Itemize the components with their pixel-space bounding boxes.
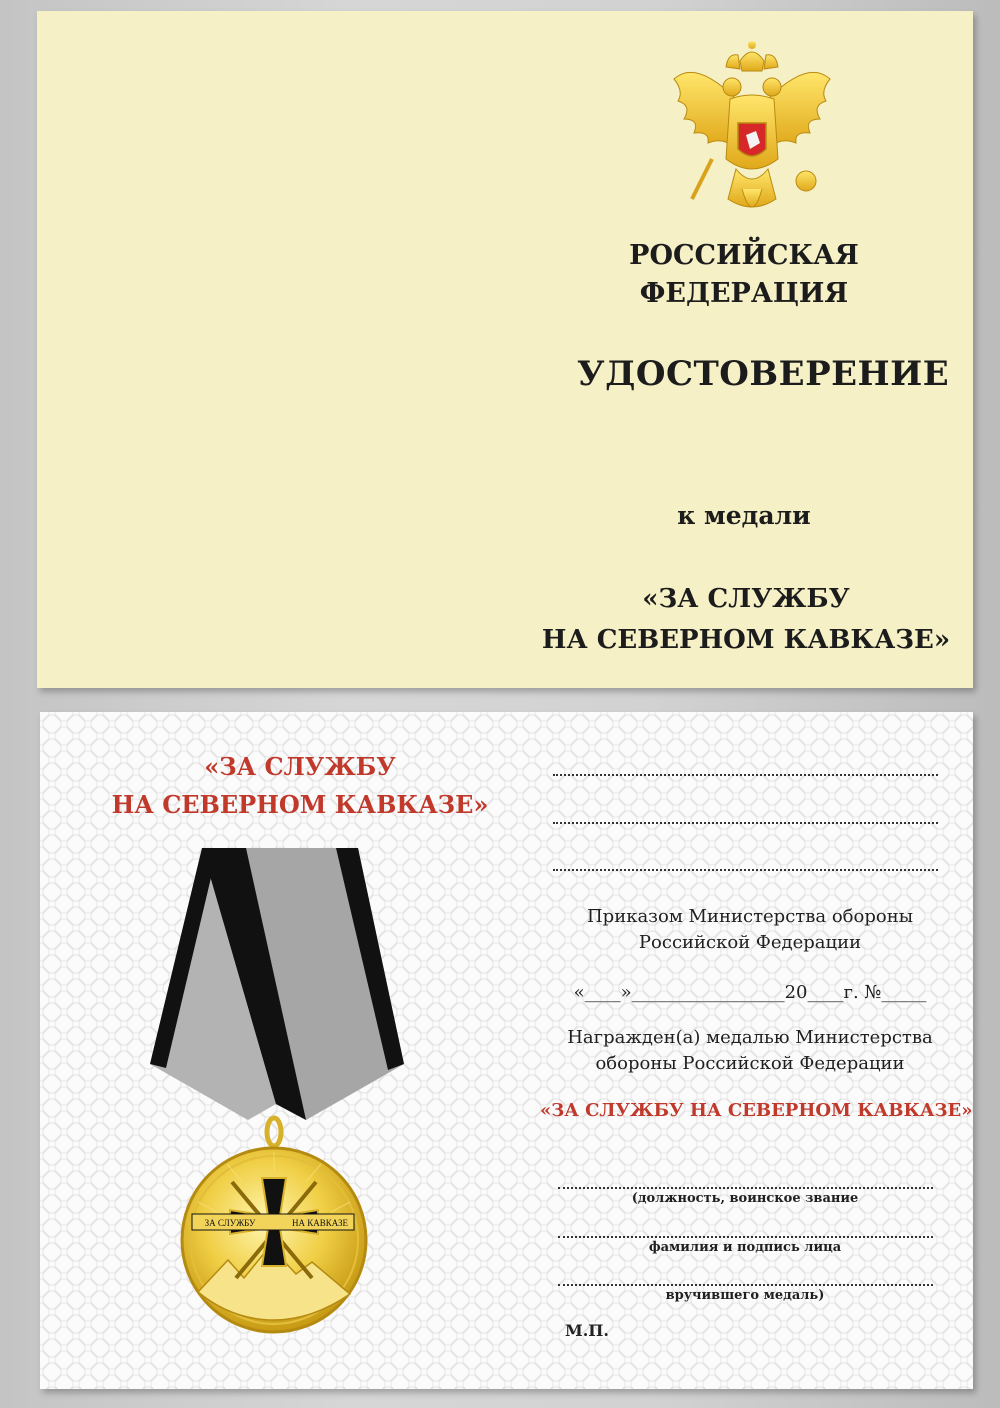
- stamp-place-label: М.П.: [565, 1321, 609, 1340]
- document-title: УДОСТОВЕРЕНИЕ: [577, 354, 950, 394]
- to-medal-label: к медали: [677, 501, 811, 530]
- name-line-3[interactable]: [553, 869, 938, 871]
- name-line-2[interactable]: [553, 822, 938, 824]
- caption-name-signature: фамилия и подпись лица: [648, 1240, 842, 1255]
- russian-coat-of-arms-icon: [666, 39, 838, 225]
- awarded-text: [550, 1025, 950, 1077]
- medal-inscription-right: НА КАВКАЗЕ: [291, 1218, 349, 1228]
- name-line-1[interactable]: [553, 774, 938, 776]
- cover-medal-line-2: НА СЕВЕРНОМ КАВКАЗЕ»: [541, 625, 951, 655]
- medal-illustration: [136, 842, 416, 1362]
- order-text: [550, 904, 950, 956]
- signature-line-2[interactable]: [558, 1236, 933, 1238]
- signature-line-3[interactable]: [558, 1284, 933, 1286]
- ribbon: [150, 848, 404, 1120]
- country-line-1: РОССИЙСКАЯ: [629, 240, 859, 271]
- inner-title-line-1: «ЗА СЛУЖБУ: [204, 752, 396, 781]
- certificate-inner-page: [40, 712, 973, 1389]
- awarded-line-1: Награжден(а) медалью Министерства: [567, 1027, 933, 1048]
- cover-medal-line-1: «ЗА СЛУЖБУ: [642, 584, 850, 614]
- signature-line-1[interactable]: [558, 1187, 933, 1189]
- inner-title-line-2: НА СЕВЕРНОМ КАВКАЗЕ»: [111, 790, 489, 819]
- country-name: [577, 237, 911, 313]
- order-date-number[interactable]: «____»_________________20____г. №_____: [573, 982, 927, 1003]
- cover-medal-name: [532, 579, 960, 661]
- medal-inscription-left: ЗА СЛУЖБУ: [204, 1218, 256, 1228]
- order-line-1: Приказом Министерства обороны: [586, 906, 914, 927]
- country-line-2: ФЕДЕРАЦИЯ: [639, 278, 849, 309]
- certificate-cover: [37, 11, 973, 688]
- caption-presenter: вручившего медаль): [665, 1288, 825, 1303]
- inner-medal-title: [90, 748, 510, 824]
- awarded-line-2: обороны Российской Федерации: [595, 1053, 905, 1074]
- awarded-medal-name: «ЗА СЛУЖБУ НА СЕВЕРНОМ КАВКАЗЕ»: [540, 1100, 973, 1121]
- caption-position-rank: (должность, воинское звание: [631, 1191, 859, 1206]
- order-line-2: Российской Федерации: [638, 932, 862, 953]
